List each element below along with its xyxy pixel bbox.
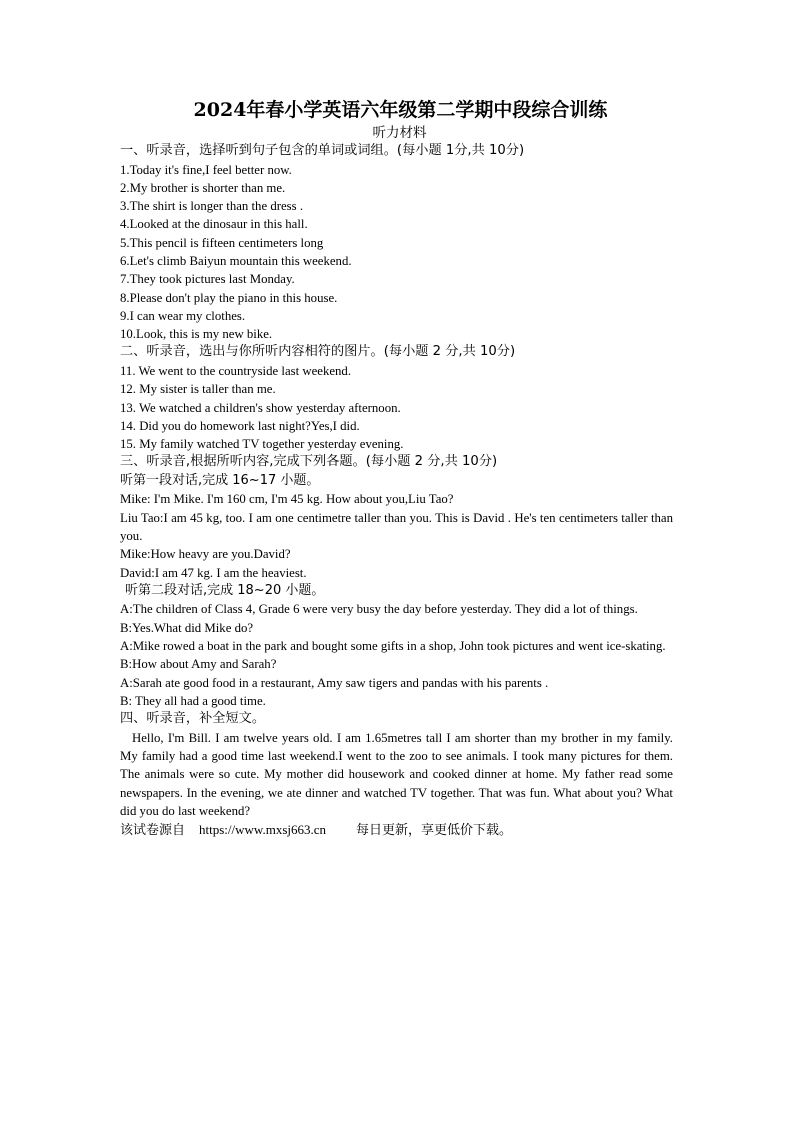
list-item: 9.I can wear my clothes. — [120, 308, 246, 323]
source-footer — [120, 820, 673, 840]
list-item: 10.Look, this is my new bike. — [120, 327, 273, 342]
list-item: 4.Looked at the dinosaur in this hall. — [120, 217, 308, 232]
list-item: 14. Did you do homework last night?Yes,I did. — [120, 418, 360, 433]
dialogue-2-heading: 听第二段对话,完成 18~20 小题。 — [125, 582, 325, 598]
list-item: 12. My sister is taller than me. — [120, 382, 276, 397]
page-subtitle: 听力材料 — [372, 125, 427, 140]
source-link[interactable]: https://www.mxsj663.cn — [199, 822, 327, 838]
dialogue-line: A:The children of Class 4, Grade 6 were very busy the day before yesterday. They did a lot of things. — [120, 602, 638, 617]
list-item: 6.Let's climb Baiyun mountain this weekend. — [120, 253, 352, 268]
dialogue-line: Mike:How heavy are you.David? — [120, 547, 291, 562]
source-label: 该试卷源自 — [120, 823, 186, 839]
dialogue-line: A:Mike rowed a boat in the park and bought some gifts in a shop, John took pictures and went ice-skating. — [120, 639, 666, 654]
dialogue-line: A:Sarah ate good food in a restaurant, Amy saw tigers and pandas with his parents . — [120, 675, 549, 690]
list-item: 2.My brother is shorter than me. — [120, 180, 286, 195]
list-item: 1.Today it's fine,I feel better now. — [120, 162, 292, 177]
list-item: 5.This pencil is fifteen centimeters long — [120, 235, 324, 250]
section-heading-1: 一、听录音，选择听到句子包含的单词或词组。(每小题 1分,共 10分) — [120, 143, 525, 158]
footer-slogan: 每日更新，享更低价下载。 — [356, 823, 513, 839]
page-title: 2024年春小学英语六年级第二学期中段综合训练 — [193, 99, 608, 121]
dialogue-line: David:I am 47 kg. I am the heaviest. — [120, 565, 307, 580]
section-heading-4: 四、听录音，补全短文。 — [120, 711, 266, 727]
dialogue-line: B:How about Amy and Sarah? — [120, 657, 277, 672]
list-item: 11. We went to the countryside last weekend. — [120, 363, 352, 378]
section-heading-2: 二、听录音，选出与你所听内容相符的图片。(每小题 2 分,共 10分) — [120, 344, 516, 360]
dialogue-line: B: They all had a good time. — [120, 693, 266, 708]
dialogue-1-heading: 听第一段对话,完成 16~17 小题。 — [120, 472, 320, 488]
dialogue-line: B:Yes.What did Mike do? — [120, 620, 254, 635]
list-item: 15. My family watched TV together yesterday evening. — [120, 437, 404, 452]
dialogue-line: Mike: I'm Mike. I'm 160 cm, I'm 45 kg. How about you,Liu Tao? — [120, 492, 454, 507]
list-item: 8.Please don't play the piano in this house. — [120, 290, 338, 305]
list-item: 3.The shirt is longer than the dress . — [120, 199, 304, 214]
list-item: 13. We watched a children's show yesterday afternoon. — [120, 400, 401, 415]
dialogue-line: Liu Tao:I am 45 kg, too. I am one centimetre taller than you. This is David . He's ten centimeters taller than you. — [120, 510, 673, 544]
document-page — [120, 97, 673, 840]
passage-text: Hello, I'm Bill. I am twelve years old. I am 1.65metres tall I am shorter than my brother in my family. My family had a good time last weekend.I went to the zoo to see animals. I took many pictures for them. The animals were so cute. My mother did housework and cooked dinner at home. My father read some newspapers. In the evening, we ate dinner and watched TV together. That was fun. What about you? What did you do last weekend? — [120, 730, 673, 818]
section-heading-3: 三、听录音,根据所听内容,完成下列各题。(每小题 2 分,共 10分) — [120, 454, 498, 470]
list-item: 7.They took pictures last Monday. — [120, 272, 295, 287]
